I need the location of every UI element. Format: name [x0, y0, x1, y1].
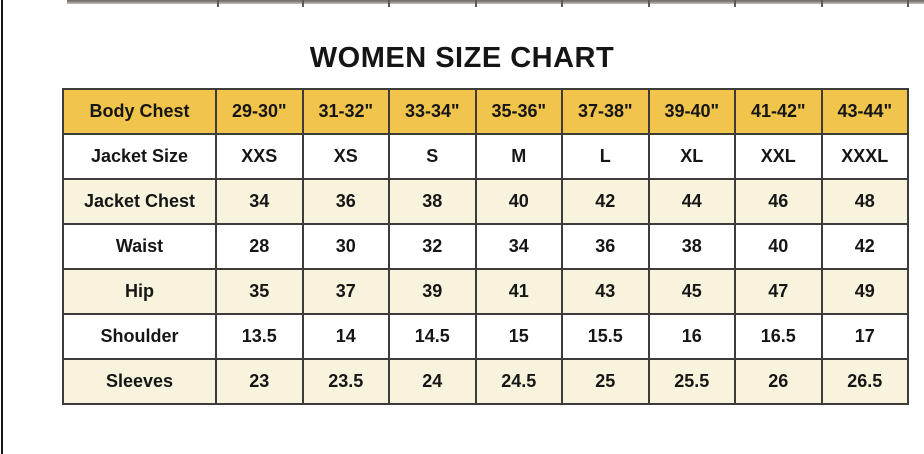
- size-value-cell: 25.5: [649, 359, 736, 404]
- column-divider-tick: [475, 0, 477, 7]
- size-value-cell: 35: [216, 269, 303, 314]
- size-value-cell: 43: [562, 269, 649, 314]
- size-value-cell: 37: [303, 269, 390, 314]
- header-value-cell: 35-36": [476, 89, 563, 134]
- size-value-cell: 15.5: [562, 314, 649, 359]
- header-value-cell: 39-40": [649, 89, 736, 134]
- table-header-row: [63, 89, 908, 134]
- row-label-cell: Shoulder: [63, 314, 216, 359]
- table-row: [63, 314, 908, 359]
- size-value-cell: 24.5: [476, 359, 563, 404]
- header-value-cell: 31-32": [303, 89, 390, 134]
- column-divider-tick: [388, 0, 390, 7]
- table-row: [63, 179, 908, 224]
- column-divider-tick: [734, 0, 736, 7]
- header-value-cell: 41-42": [735, 89, 822, 134]
- size-value-cell: 17: [822, 314, 909, 359]
- header-value-cell: 37-38": [562, 89, 649, 134]
- size-value-cell: L: [562, 134, 649, 179]
- table-row: [63, 269, 908, 314]
- size-value-cell: 26.5: [822, 359, 909, 404]
- size-value-cell: 40: [735, 224, 822, 269]
- column-divider-tick: [821, 0, 823, 7]
- size-value-cell: XL: [649, 134, 736, 179]
- size-value-cell: S: [389, 134, 476, 179]
- size-value-cell: 49: [822, 269, 909, 314]
- row-label-cell: Hip: [63, 269, 216, 314]
- size-value-cell: M: [476, 134, 563, 179]
- table-row: [63, 224, 908, 269]
- size-value-cell: 39: [389, 269, 476, 314]
- header-label-cell: Body Chest: [63, 89, 216, 134]
- size-value-cell: XS: [303, 134, 390, 179]
- size-value-cell: 47: [735, 269, 822, 314]
- column-divider-tick: [561, 0, 563, 7]
- size-value-cell: 30: [303, 224, 390, 269]
- women-size-chart-table: [62, 88, 909, 405]
- size-value-cell: 24: [389, 359, 476, 404]
- size-value-cell: 38: [649, 224, 736, 269]
- column-divider-tick: [302, 0, 304, 7]
- size-value-cell: 42: [562, 179, 649, 224]
- size-value-cell: 26: [735, 359, 822, 404]
- size-value-cell: 13.5: [216, 314, 303, 359]
- table-row: [63, 359, 908, 404]
- size-value-cell: XXL: [735, 134, 822, 179]
- size-value-cell: 38: [389, 179, 476, 224]
- column-divider-tick: [217, 0, 219, 7]
- size-value-cell: 36: [303, 179, 390, 224]
- size-value-cell: 45: [649, 269, 736, 314]
- row-label-cell: Sleeves: [63, 359, 216, 404]
- size-value-cell: 15: [476, 314, 563, 359]
- size-value-cell: 48: [822, 179, 909, 224]
- header-value-cell: 33-34": [389, 89, 476, 134]
- size-value-cell: 42: [822, 224, 909, 269]
- size-value-cell: 41: [476, 269, 563, 314]
- size-value-cell: 44: [649, 179, 736, 224]
- size-value-cell: 36: [562, 224, 649, 269]
- size-value-cell: 23: [216, 359, 303, 404]
- size-value-cell: 34: [216, 179, 303, 224]
- cropped-table-edge: [67, 0, 924, 4]
- row-label-cell: Jacket Chest: [63, 179, 216, 224]
- column-divider-tick: [648, 0, 650, 7]
- size-value-cell: 23.5: [303, 359, 390, 404]
- size-value-cell: 34: [476, 224, 563, 269]
- size-value-cell: XXXL: [822, 134, 909, 179]
- header-value-cell: 43-44": [822, 89, 909, 134]
- table-row: [63, 134, 908, 179]
- size-value-cell: 14: [303, 314, 390, 359]
- size-value-cell: 16.5: [735, 314, 822, 359]
- size-value-cell: XXS: [216, 134, 303, 179]
- row-label-cell: Waist: [63, 224, 216, 269]
- size-value-cell: 32: [389, 224, 476, 269]
- page-title: WOMEN SIZE CHART: [309, 42, 615, 74]
- header-value-cell: 29-30": [216, 89, 303, 134]
- size-value-cell: 28: [216, 224, 303, 269]
- size-value-cell: 25: [562, 359, 649, 404]
- size-value-cell: 40: [476, 179, 563, 224]
- size-value-cell: 46: [735, 179, 822, 224]
- column-divider-tick: [907, 0, 909, 7]
- row-label-cell: Jacket Size: [63, 134, 216, 179]
- size-value-cell: 14.5: [389, 314, 476, 359]
- size-value-cell: 16: [649, 314, 736, 359]
